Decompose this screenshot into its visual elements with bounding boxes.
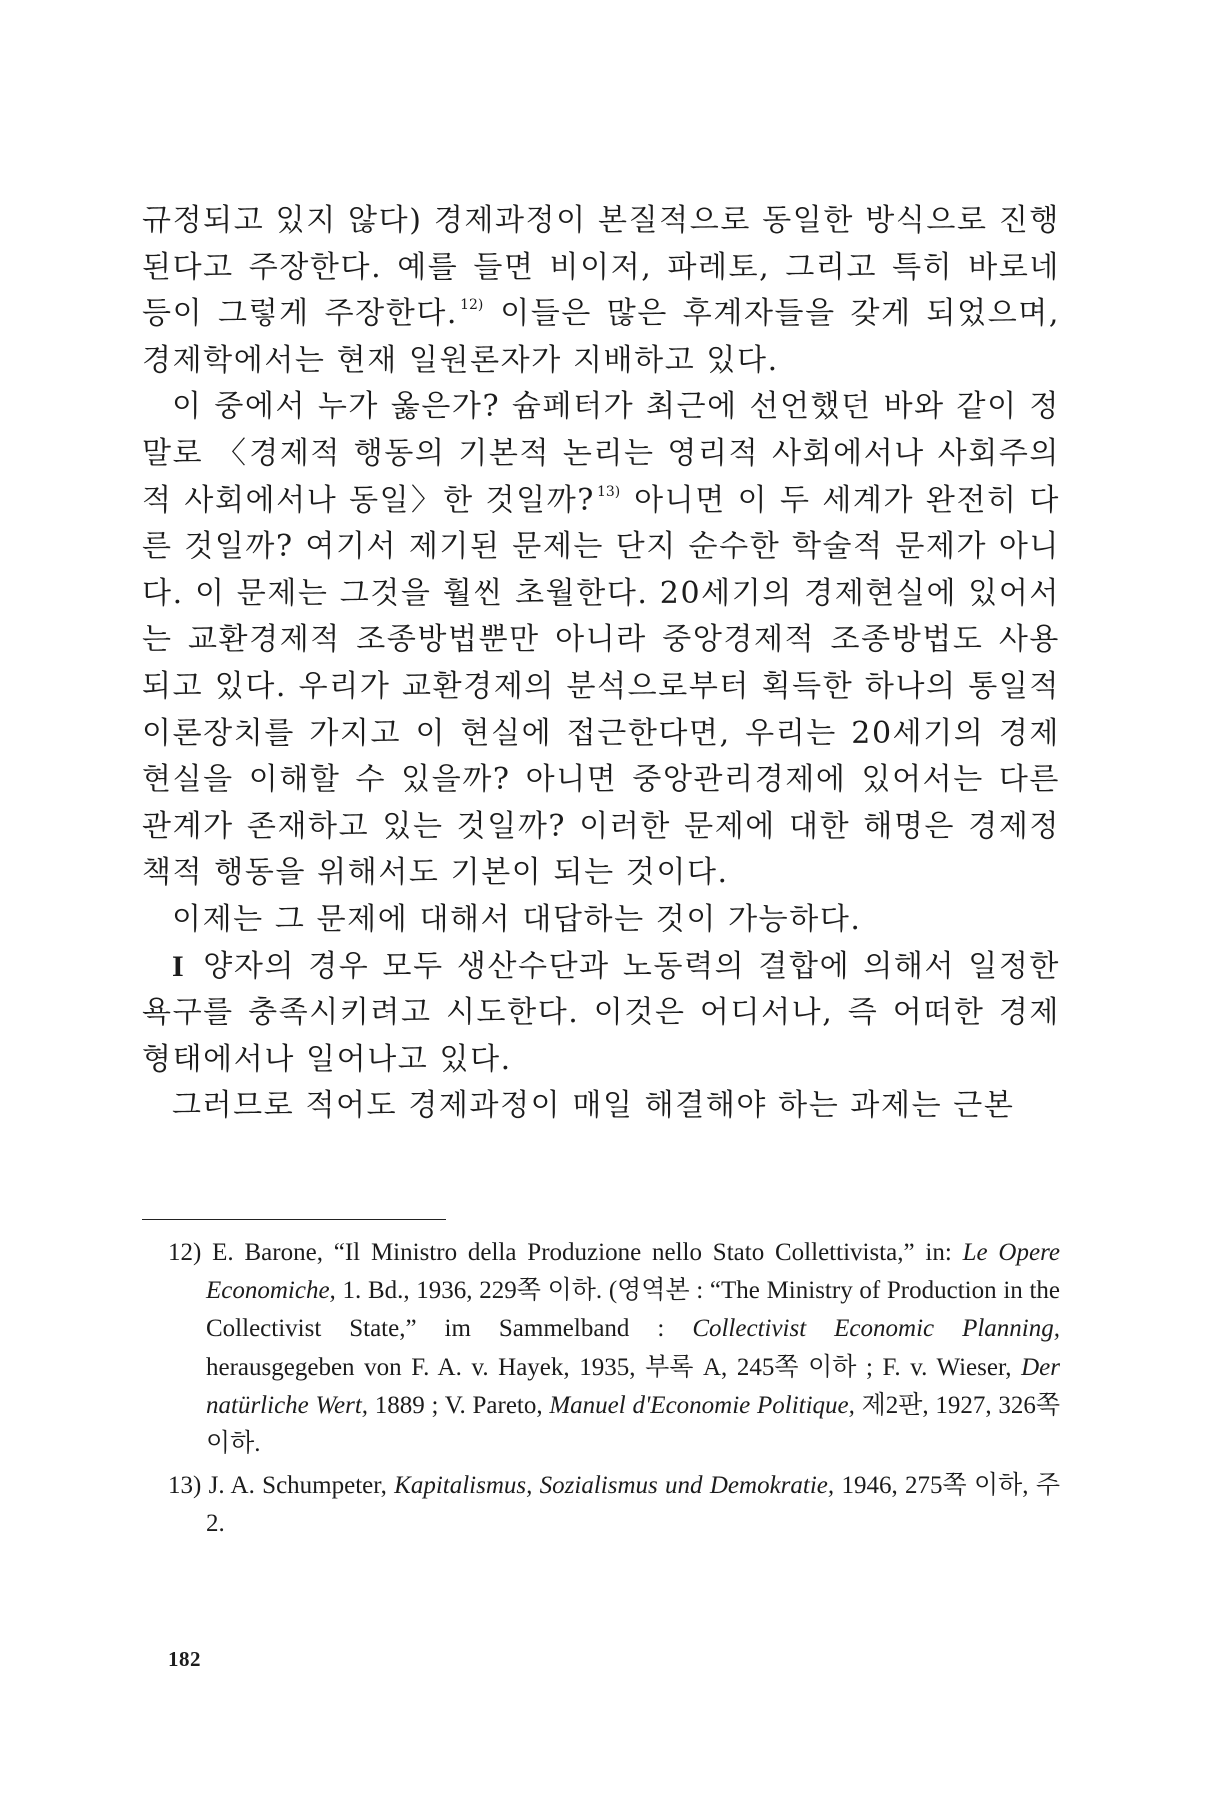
footnote-12-title-1: Le Opere Economiche, xyxy=(206,1239,1060,1305)
footnote-12-text-4: 1889 ; V. Pareto, xyxy=(368,1391,550,1419)
paragraph-1-text-cont: 이들은 많은 후계자들을 갖게 되었으며, 경제학에서는 현재 일원론자가 지배하고 있다. xyxy=(142,296,1061,378)
footnote-13-title-1: Kapitalismus, Sozialismus und Demokratie, xyxy=(394,1472,835,1500)
paragraph-3: 이제는 그 문제에 대해서 대답하는 것이 가능하다. xyxy=(172,901,862,937)
footnote-ref-13: 13) xyxy=(596,483,621,500)
footnote-13-number: 13) xyxy=(168,1472,202,1500)
paragraph-2-text: 이 중에서 누가 옳은가? 슘페터가 최근에 선언했던 바와 같이 정말로 〈경제적 행동의 기본적 논리는 영리적 사회에서나 사회주의적 사회에서나 동일〉한 것일까? xyxy=(142,389,1060,518)
paragraph-4 xyxy=(142,944,1060,1084)
footnote-12-text-5: 제2판, 1927, 326쪽 이하. xyxy=(206,1391,1061,1458)
footnote-12 xyxy=(168,1234,1060,1463)
footnote-13 xyxy=(168,1467,1060,1543)
footnote-ref-12: 12) xyxy=(460,297,484,314)
footnotes xyxy=(168,1234,1060,1548)
main-text xyxy=(142,198,1060,1130)
footnote-12-title-2: Collectivist Economic Planning, xyxy=(692,1315,1060,1343)
paragraph-4-text: 양자의 경우 모두 생산수단과 노동력의 결합에 의해서 일정한 욕구를 충족시키려고 시도한다. 이것은 어디서나, 즉 어떠한 경제형태에서나 일어나고 있다. xyxy=(142,948,1060,1077)
paragraph-5: 그러므로 적어도 경제과정이 매일 해결해야 하는 과제는 근본 xyxy=(172,1088,1015,1124)
footnote-12-title-3: Der natürliche Wert, xyxy=(206,1353,1060,1419)
page-number: 182 xyxy=(168,1647,201,1671)
footnote-12-text-2: 1. Bd., 1936, 229쪽 이하. (영역본 : “The Ministry of Production in the Collectivist State,” im Sammelband : xyxy=(206,1277,1060,1343)
footnote-12-title-4: Manuel d'Economie Politique, xyxy=(549,1391,855,1419)
footnote-rule xyxy=(142,1219,446,1220)
paragraph-2 xyxy=(142,384,1060,897)
section-marker: I xyxy=(172,949,186,983)
paragraph-1 xyxy=(142,198,1060,384)
footnote-12-number: 12) xyxy=(168,1239,202,1266)
footnote-12-text-3: herausgegeben von F. A. v. Hayek, 1935, 부록 A, 245쪽 이하 ; F. v. Wieser, xyxy=(206,1353,1022,1381)
paragraph-2-text-cont: 아니면 이 두 세계가 완전히 다른 것일까? 여기서 제기된 문제는 단지 순수한 학술적 문제가 아니다. 이 문제는 그것을 훨씬 초월한다. 20세기의 경제현실에 있어서는 교환경제적 조종방법뿐만 아니라 중앙경제적 조종방법도 사용되고 있다. 우리가 교환경제의 분석으로부터 획득한 하나의 통일적 이론장치를 가지고 이 현실에 접근한다면, 우리는 20세기의 경제현실을 이해할 수 있을까? 아니면 중앙관리경제에 있어서는 다른 관계가 존재하고 있는 것일까? 이러한 문제에 대한 해명은 경제정책적 행동을 위해서도 기본이 되는 것이다. xyxy=(142,482,1061,891)
footnote-13-text-1: J. A. Schumpeter, xyxy=(208,1472,395,1500)
paragraph-1-text: 규정되고 있지 않다) 경제과정이 본질적으로 동일한 방식으로 진행된다고 주장한다. 예를 들면 비이저, 파레토, 그리고 특히 바로네 등이 그렇게 주장한다. xyxy=(142,203,1060,332)
footnote-12-text-1: E. Barone, “Il Ministro della Produzione nello Stato Collettivista,” in: xyxy=(212,1239,963,1266)
footnote-13-text-2: 1946, 275쪽 이하, 주2. xyxy=(206,1472,1060,1538)
